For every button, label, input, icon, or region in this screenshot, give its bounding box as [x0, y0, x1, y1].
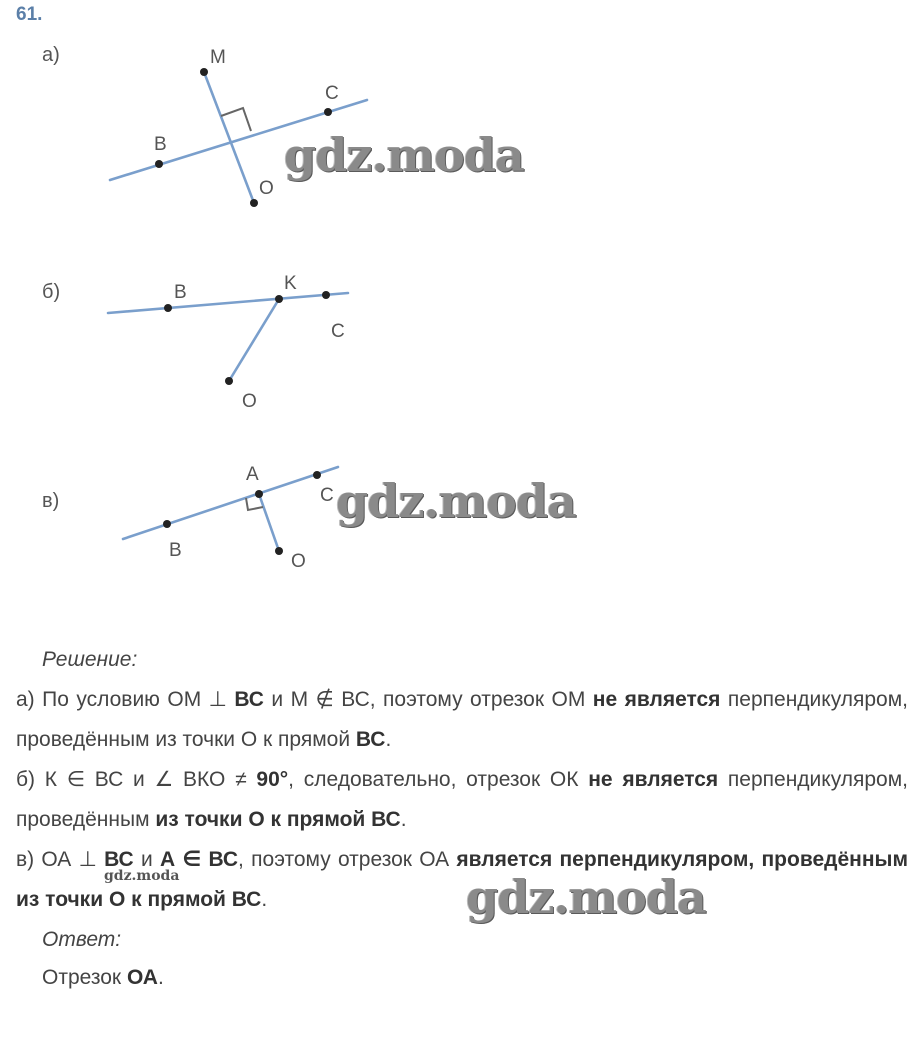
sol-v-bold2: проведённым из точки О к прямой ВС	[16, 848, 908, 911]
sol-b-end: .	[400, 808, 407, 831]
sol-v-bold1: является перпендикуляром,	[456, 848, 755, 871]
sol-a-prefix: а) По условию ОМ ⊥	[16, 688, 235, 711]
sol-v-and: и	[133, 848, 160, 871]
line-bc-b	[108, 293, 348, 313]
point-c-label-b: C	[331, 321, 345, 342]
point-c-dot-a	[324, 108, 332, 116]
point-m-label: M	[210, 47, 226, 68]
point-o-dot-a	[250, 199, 258, 207]
point-c-dot-b	[322, 291, 330, 299]
part-v-label: в)	[42, 490, 60, 512]
point-c-label-a: C	[325, 83, 339, 104]
watermark-small: gdz.moda	[104, 868, 180, 884]
answer-value: ОА	[126, 966, 158, 989]
sol-a-mid: и М ∉ ВС, поэтому отрезок ОМ	[263, 688, 593, 711]
sol-v-end: .	[261, 888, 268, 911]
point-k-dot	[275, 295, 283, 303]
answer-prefix: Отрезок	[42, 966, 127, 989]
answer-heading: Ответ:	[42, 928, 122, 951]
point-b-dot-v	[163, 520, 171, 528]
sol-b-mid: , следовательно, отрезок ОК	[288, 768, 589, 791]
sol-v-bc1: ВС	[104, 848, 134, 871]
point-k-label: K	[284, 273, 297, 294]
answer-line	[42, 958, 921, 998]
point-o-label-a: O	[259, 178, 274, 199]
watermark-3: gdz.moda	[466, 870, 706, 924]
part-b-label: б)	[42, 281, 61, 303]
point-o-label-b: O	[242, 391, 257, 412]
sol-b-angle: 90°	[256, 768, 289, 791]
point-b-label-a: B	[154, 134, 167, 155]
part-a-label: а)	[42, 44, 60, 66]
point-o-dot-v	[275, 547, 283, 555]
point-b-label-v: B	[169, 540, 182, 561]
sol-v-prefix: в) ОА ⊥	[16, 848, 105, 871]
sol-a-bc2: ВС	[355, 728, 386, 751]
point-m-dot	[200, 68, 208, 76]
watermark-2: gdz.moda	[336, 474, 576, 528]
solution-part-b	[16, 760, 908, 840]
sol-b-prefix: б) К ∈ ВС и ∠ ВКО ≠	[16, 768, 257, 791]
segment-oa	[259, 494, 279, 551]
point-c-label-v: C	[320, 485, 334, 506]
sol-b-line2: перпендикуляром, проведённым	[16, 768, 908, 831]
point-o-label-v: O	[291, 551, 306, 572]
sol-a-line2: перпендикуляром, проведённым из точки О к прямой	[16, 688, 908, 751]
sol-b-bold1: не является	[588, 768, 719, 791]
point-b-dot-b	[164, 304, 172, 312]
solution-part-a	[16, 680, 908, 760]
sol-a-end: .	[385, 728, 392, 751]
point-b-dot-a	[155, 160, 163, 168]
sol-v-bold-a: А ∈ ВС	[159, 848, 239, 871]
segment-ok	[229, 299, 279, 381]
watermark-1: gdz.moda	[284, 128, 524, 182]
sol-a-bc1: ВС	[234, 688, 264, 711]
solution-part-v	[16, 840, 908, 920]
sol-a-bold1: не является	[592, 688, 721, 711]
line-bc-v	[123, 467, 338, 539]
answer-end: .	[157, 966, 164, 989]
point-b-label-b: B	[174, 282, 187, 303]
sol-b-bold2: из точки О к прямой ВС	[155, 808, 401, 831]
point-o-dot-b	[225, 377, 233, 385]
point-a-dot	[255, 490, 263, 498]
problem-number: 61.	[16, 4, 43, 25]
point-c-dot-v	[313, 471, 321, 479]
sol-v-mid: , поэтому отрезок ОА	[238, 848, 457, 871]
point-a-label: A	[246, 464, 259, 485]
solution-heading: Решение:	[42, 648, 138, 671]
